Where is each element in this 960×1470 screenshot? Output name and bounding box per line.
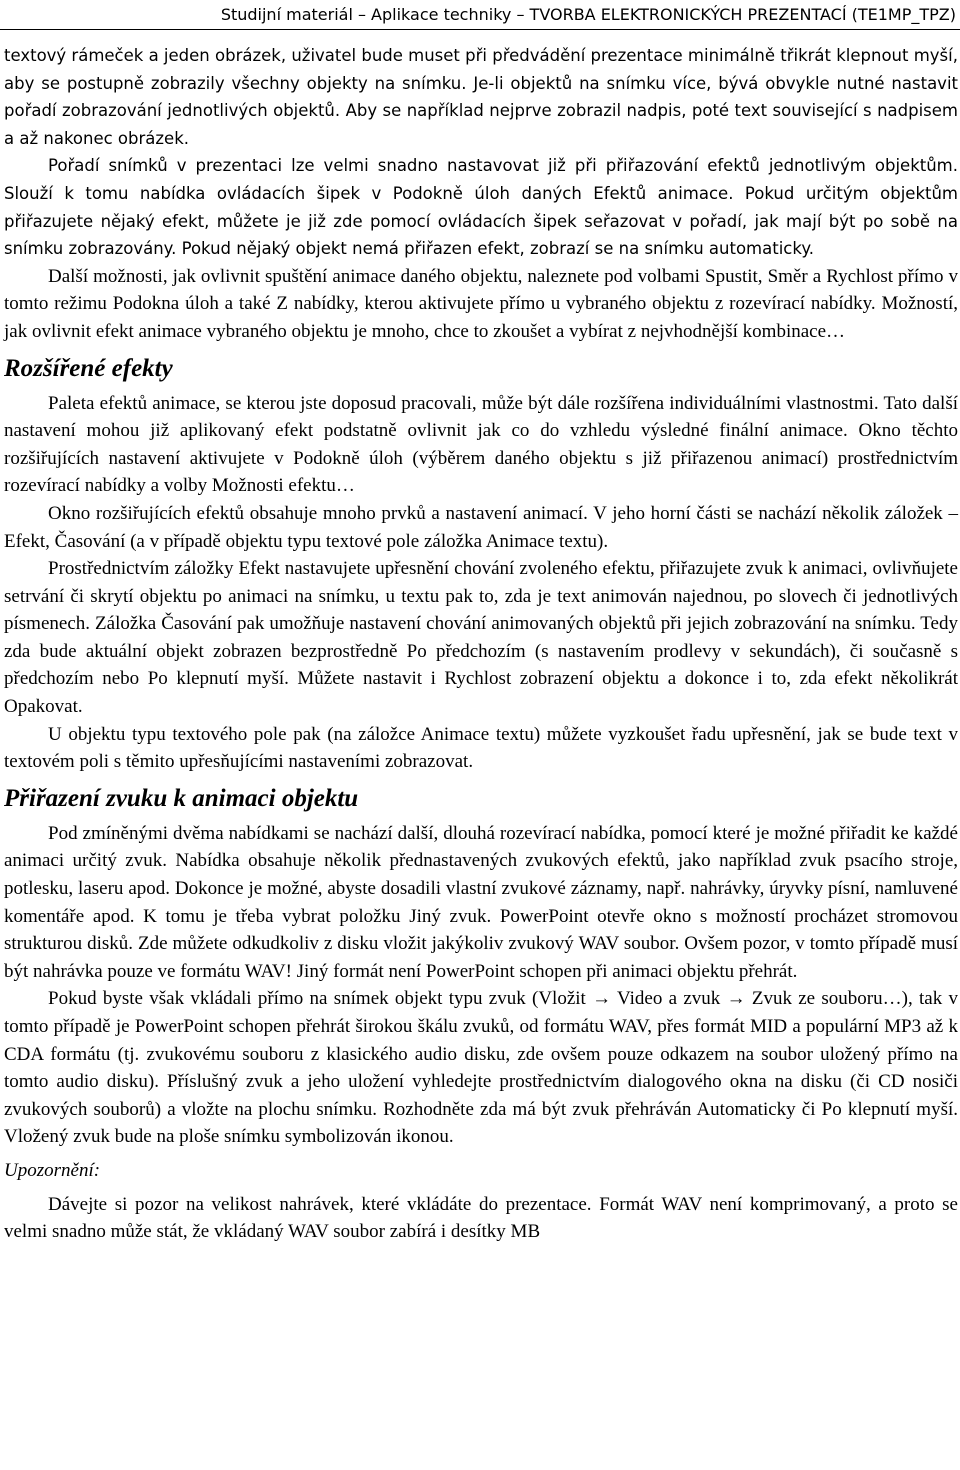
intro-paragraph-2: Pořadí snímků v prezentaci lze velmi snadno nastavovat již při přiřazování efektů jednotlivým objektům. Slouží k tomu nabídka ovládacích šipek v Podokně úloh daných Efektů animace. Pokud určitým objektům přiřazujete nějaký efekt, můžete je již zde pomocí ovládacích šipek seřazovat v pořadí, jak mají být po sobě na snímku zobrazovány. Pokud nějaký objekt nemá přiřazen efekt, zobrazí se na snímku automaticky. <box>4 156 958 259</box>
section-heading-sound-assignment: Přiřazení zvuku k animaci objektu <box>4 784 359 812</box>
warning-paragraph: Dávejte si pozor na velikost nahrávek, které vkládáte do prezentace. Formát WAV není komprimovaný, a proto se velmi snadno může stát, že vkládaný WAV soubor zabírá i desítky MB <box>4 1193 958 1243</box>
document-body <box>4 42 958 1246</box>
section-heading-extended-effects: Rozšířené efekty <box>4 354 173 382</box>
section1-paragraph-2: Okno rozšiřujících efektů obsahuje mnoho prvků a nastavení animací. V jeho horní části se nachází několik záložek – Efekt, Časování (a v případě objektu typu textové pole záložka Animace textu). <box>4 502 958 552</box>
intro-paragraph-3: Další možnosti, jak ovlivnit spuštění animace daného objektu, naleznete pod volbami Spustit, Směr a Rychlost přímo v tomto režimu Podokna úloh a také Z nabídky, kterou aktivujete přímo u vybraného objektu z rozevírací nabídky. Možností, jak ovlivnit efekt animace vybraného objektu je mnoho, chce to zkoušet a vybírat z nejvhodnější kombinace… <box>4 265 958 342</box>
section1-paragraph-3: Prostřednictvím záložky Efekt nastavujete upřesnění chování zvoleného efektu, přiřazujete zvuk k animaci, ovlivňujete setrvání či skrytí objektu po animaci na snímku, u textu pak to, zda je text animován najednou, po slovech či jednotlivých písmenech. Záložka Časování pak umožňuje nastavení chování animovaných objektů při jejich zobrazování na snímku. Tedy zda bude aktuální objekt zobrazen bezprostředně Po předchozím (s nastavením prodlevy v sekundách), či současně s předchozím nebo Po klepnutí myší. Můžete nastavit i Rychlost zobrazení objektu a dokonce i to, zda efekt několikrát Opakovat. <box>4 558 958 718</box>
section1-paragraph-4: U objektu typu textového pole pak (na záložce Animace textu) můžete vyzkoušet řadu upřesnění, jak se bude text v textovém poli s těmito upřesňujícími nastaveními zobrazovat. <box>4 723 958 773</box>
section1-paragraph-1: Paleta efektů animace, se kterou jste doposud pracovali, může být dále rozšířena individuálními vlastnostmi. Tato další nastavení mohou již aplikovaný efekt podstatně ovlivnit jak co do vzhledu výsledné finální animace. Okno těchto rozšiřujících nastavení aktivujete v Podokně úloh (výběrem daného objektu s již přiřazenou animací) prostřednictvím rozevírací nabídky a volby Možnosti efektu… <box>4 392 958 497</box>
section2-paragraph-2: Pokud byste však vkládali přímo na snímek objekt typu zvuk (Vložit → Video a zvuk → Zvuk ze souboru…), tak v tomto případě je PowerPoint schopen přehrát širokou škálu zvuků, od formátu WAV, přes formát MID a populární MP3 až k CDA formátu (tj. zvukovému souboru z klasického audio disku, zde ovšem pouze odkazem na soubor uložený přímo na tomto audio disku). Příslušný zvuk a jeho uložení vyhledejte prostřednictvím dialogového okna na disku (či CD nosiči zvukových souborů) a vložte na plochu snímku. Rozhodněte zda má být zvuk přehráván Automaticky či Po klepnutí myší. Vložený zvuk bude na ploše snímku symbolizován ikonou. <box>4 988 958 1148</box>
section2-paragraph-1: Pod zmíněnými dvěma nabídkami se nachází další, dlouhá rozevírací nabídka, pomocí které je možné přiřadit ke každé animaci určitý zvuk. Nabídka obsahuje několik přednastavených zvukových efektů, jako například zvuk psacího stroje, potlesku, laseru apod. Dokonce je možné, abyste dosadili vlastní zvukové záznamy, např. nahrávky, úryvky písní, namluvené komentáře apod. K tomu je třeba vybrat položku Jiný zvuk. PowerPoint otevře okno s možností procházet stromovou strukturou disků. Zde můžete odkudkoliv z disku vložit jakýkoliv zvukový WAV soubor. Ovšem pozor, v tomto případě musí být nahrávka pouze ve formátu WAV! Jiný formát není PowerPoint schopen při animaci objektu přehrát. <box>4 822 958 982</box>
warning-label: Upozornění: <box>4 1159 101 1181</box>
page-header: Studijní materiál – Aplikace techniky – TVORBA ELEKTRONICKÝCH PREZENTACÍ (TE1MP_TPZ) <box>0 0 960 30</box>
intro-paragraph-1: textový rámeček a jeden obrázek, uživatel bude muset při předvádění prezentace minimálně třikrát klepnout myší, aby se postupně zobrazily všechny objekty na snímku. Je-li objektů na snímku více, bývá obvykle nutné nastavit pořadí zobrazování jednotlivých objektů. Aby se například nejprve zobrazil nadpis, poté text související s nadpisem a až nakonec obrázek. <box>4 46 958 148</box>
